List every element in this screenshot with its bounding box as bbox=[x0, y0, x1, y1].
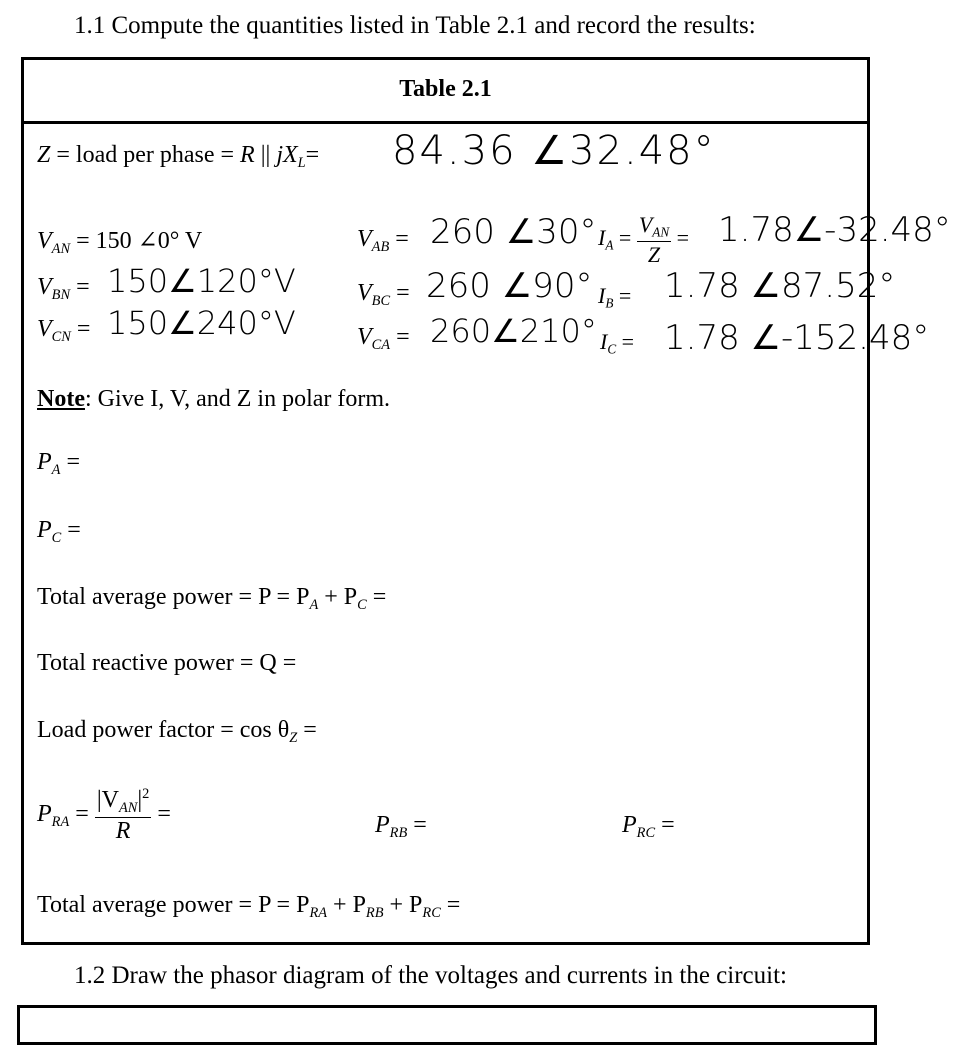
phasor-diagram-box bbox=[17, 1005, 877, 1045]
vab-row: $V_{AB}$ = bbox=[357, 226, 409, 256]
van-row: $V_{AN} = 150$ ∠0° V bbox=[37, 228, 203, 258]
ib-answer: 1.78 ∠87.52° bbox=[664, 266, 896, 306]
vbc-answer: 260 ∠90° bbox=[426, 266, 593, 306]
z-row-answer: 84.36 ∠32.48° bbox=[392, 128, 716, 174]
prb-row: $P_{RB}$ = bbox=[375, 812, 427, 842]
vcn-row: $V_{CN}$ = bbox=[37, 316, 91, 346]
ic-answer: 1.78 ∠-152.48° bbox=[664, 318, 930, 358]
pra-row: $P_{RA}$ = $\frac{|V_{AN}|^2}{R}$ = bbox=[37, 786, 171, 845]
ia-answer: 1.78∠-32.48° bbox=[718, 210, 951, 250]
pc-row: $P_C$ = bbox=[37, 517, 81, 547]
total-average-power-1: Total average power = $P = P_A + P_C$ = bbox=[37, 584, 387, 614]
note-line: Note: Give I, V, and Z in polar form. bbox=[37, 386, 391, 412]
pa-row: $P_A$ = bbox=[37, 449, 81, 479]
table-title-divider bbox=[21, 121, 870, 124]
section-heading-1-1: 1.1 Compute the quantities listed in Table 2.1 and record the results: bbox=[74, 12, 756, 39]
prc-row: $P_{RC}$ = bbox=[622, 812, 675, 842]
total-reactive-power: Total reactive power = Q = bbox=[37, 650, 297, 676]
ia-row: $I_A$ = $\frac{V_{AN}}{Z}$ = bbox=[598, 212, 690, 267]
section-heading-1-2: 1.2 Draw the phasor diagram of the voltages and currents in the circuit: bbox=[74, 962, 787, 989]
vcn-answer: 150∠240°V bbox=[107, 304, 296, 342]
vca-answer: 260∠210° bbox=[430, 312, 597, 350]
ib-row: $I_B$ = bbox=[598, 283, 632, 311]
vbn-answer: 150∠120°V bbox=[107, 262, 296, 300]
vca-row: $V_{CA}$ = bbox=[357, 324, 410, 354]
z-row-label: Z = load per phase = R || $jX_L=$ bbox=[37, 142, 320, 172]
vab-answer: 260 ∠30° bbox=[430, 212, 597, 252]
table-title: Table 2.1 bbox=[399, 76, 492, 102]
vbn-row: $V_{BN}$ = bbox=[37, 274, 90, 304]
load-power-factor: Load power factor = $\cos \theta_Z$ = bbox=[37, 717, 317, 747]
ic-row: $I_C$ = bbox=[600, 329, 635, 357]
vbc-row: $V_{BC}$ = bbox=[357, 280, 410, 310]
ia-fraction: $\frac{V_{AN}}{Z}$ bbox=[638, 212, 670, 267]
total-average-power-2: Total average power = $P = P_{RA} + P_{RB} + P_{RC}$ = bbox=[37, 892, 461, 922]
pra-fraction: $\frac{|V_{AN}|^2}{R}$ bbox=[96, 786, 150, 845]
